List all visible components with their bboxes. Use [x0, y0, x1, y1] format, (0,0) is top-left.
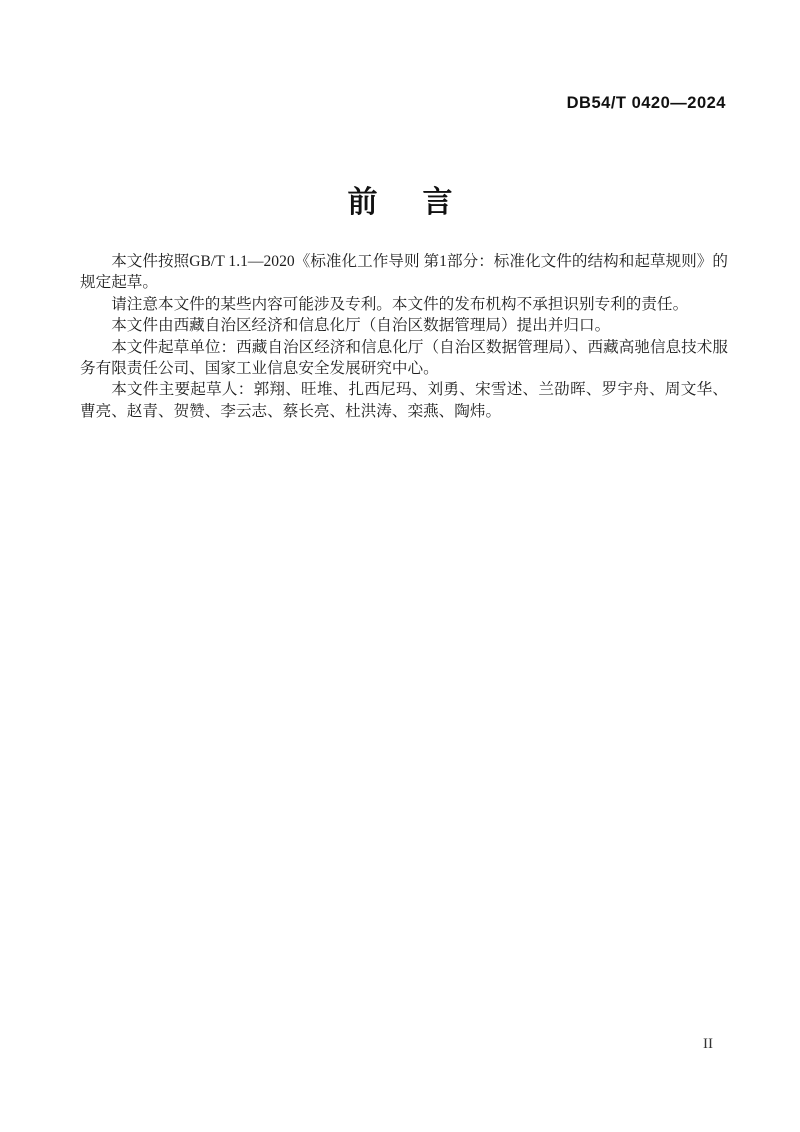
paragraph-patent-notice: 请注意本文件的某些内容可能涉及专利。本文件的发布机构不承担识别专利的责任。: [111, 295, 689, 313]
paragraph-drafting-rules: 本文件按照GB/T 1.1—2020《标准化工作导则 第1部分：标准化文件的结构和起草规则》的规定起草。: [80, 253, 728, 292]
page-title: 前 言: [347, 186, 460, 219]
paragraph-drafting-organizations: 本文件起草单位：西藏自治区经济和信息化厅（自治区数据管理局）、西藏高驰信息技术服务有限责任公司、国家工业信息安全发展研究中心。: [80, 338, 728, 378]
paragraph-main-drafters: 本文件主要起草人：郭翔、旺堆、扎西尼玛、刘勇、宋雪述、兰劭晖、罗宇舟、周文华、曹亮、赵青、贺赞、李云志、蔡长亮、杜洪涛、栾燕、陶炜。: [80, 381, 728, 420]
page-number: II: [703, 1036, 713, 1052]
paragraph-proposing-body: 本文件由西藏自治区经济和信息化厅（自治区数据管理局）提出并归口。: [111, 317, 611, 335]
standard-code: DB54/T 0420—2024: [566, 94, 726, 112]
foreword-body: [80, 251, 728, 422]
